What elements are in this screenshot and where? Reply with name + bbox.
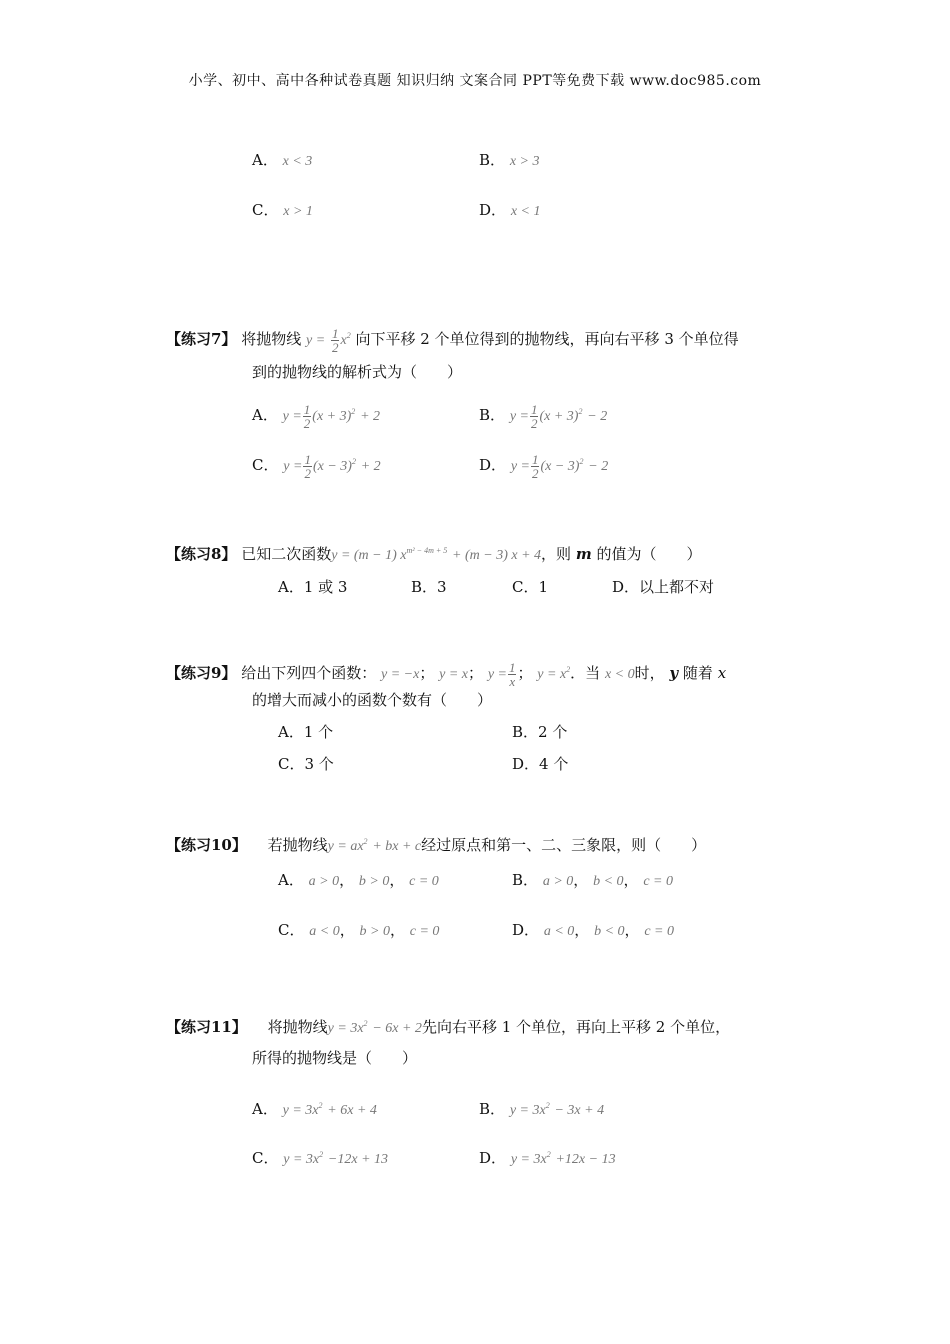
separator: ； — [517, 664, 533, 682]
option-label: D． — [479, 201, 507, 219]
math-text: + 2 — [360, 409, 381, 424]
q9-stem-line2: 的增大而减小的函数个数有（ ） — [252, 691, 493, 709]
stem-text: 将抛物线 — [241, 330, 302, 348]
option-label: C． — [252, 201, 279, 219]
question-tag: 【练习8】 — [166, 545, 237, 563]
stem-text: 给出下列四个函数： — [241, 664, 377, 682]
math-text: y = — [510, 459, 530, 474]
math-text: (x − 3) — [312, 459, 352, 474]
math-text: (x + 3) — [312, 409, 352, 424]
q11-option-c[interactable] — [252, 1145, 388, 1170]
q11-option-d[interactable] — [479, 1145, 616, 1170]
question-tag: 【练习11】 — [166, 1018, 247, 1036]
option-math: x < 3 — [282, 154, 313, 169]
option-label: B． — [479, 151, 506, 169]
math-text: y = — [509, 409, 529, 424]
exponent: 2 — [546, 1150, 551, 1159]
option-math: y = 3x — [509, 1103, 546, 1118]
function-3: y = — [487, 667, 507, 682]
option-label: B． — [512, 871, 539, 889]
q6-option-b[interactable] — [479, 150, 539, 172]
separator: ， — [389, 871, 405, 889]
question-tag: 【练习10】 — [166, 836, 247, 854]
option-label: A． — [252, 1100, 278, 1118]
variable-y: y — [669, 664, 679, 682]
option-label: B． — [479, 1100, 506, 1118]
option-math: b > 0 — [358, 874, 390, 889]
option-label: C． — [278, 921, 305, 939]
math-text: − 6x + 2 — [372, 1021, 422, 1036]
option-label: A． — [278, 871, 304, 889]
math-text: y = 3x — [327, 1021, 364, 1036]
option-math: + 6x + 4 — [327, 1103, 377, 1118]
exponent: 2 — [363, 1019, 368, 1028]
option-math: c = 0 — [409, 874, 439, 889]
option-math: y = 3x — [510, 1152, 547, 1167]
option-math: c = 0 — [643, 874, 673, 889]
q10-option-b[interactable] — [512, 870, 673, 892]
q7-option-c[interactable] — [252, 452, 381, 480]
option-math: a > 0 — [308, 874, 340, 889]
variable-m: m — [575, 545, 592, 563]
option-math: c = 0 — [409, 924, 440, 939]
exponent: 2 — [319, 1150, 324, 1159]
q9-option-d[interactable]: D．4 个 — [512, 755, 569, 773]
fraction: $\frac{1}{2}$ — [331, 325, 339, 355]
option-label: C． — [252, 456, 279, 474]
math-text: + (m − 3) x + 4 — [452, 548, 542, 563]
q9-stem — [166, 660, 726, 688]
option-math: a < 0 — [543, 924, 575, 939]
option-math: c = 0 — [644, 924, 674, 939]
separator: ， — [573, 871, 589, 889]
math-text: (x − 3) — [540, 459, 580, 474]
fraction: $\frac{1}{2}$ — [530, 401, 538, 431]
exponent: 2 — [545, 1101, 550, 1110]
stem-text: 将抛物线 — [267, 1018, 328, 1036]
stem-text: ．当 — [570, 664, 601, 682]
option-label: A． — [252, 151, 278, 169]
q7-option-d[interactable] — [479, 452, 608, 480]
stem-text: 的值为（ ） — [596, 545, 702, 563]
q8-option-b[interactable]: B．3 — [411, 578, 447, 596]
stem-text: 时， — [634, 664, 665, 682]
stem-text: 随着 — [682, 664, 713, 682]
q7-option-b[interactable] — [479, 402, 607, 430]
separator: ， — [624, 921, 640, 939]
option-math: a > 0 — [542, 874, 574, 889]
function-1: y = −x — [381, 667, 420, 682]
q6-option-c[interactable] — [252, 200, 313, 222]
q6-option-a[interactable] — [252, 150, 312, 172]
separator: ， — [574, 921, 590, 939]
option-math: b < 0 — [594, 924, 625, 939]
stem-text: 若抛物线 — [267, 836, 328, 854]
exponent: m² − 4m + 5 — [406, 546, 448, 555]
option-label: D． — [479, 1149, 507, 1167]
q10-stem — [166, 832, 706, 857]
option-label: C． — [252, 1149, 279, 1167]
q10-option-a[interactable] — [278, 870, 439, 892]
option-math: a < 0 — [309, 924, 340, 939]
fraction: $\frac{1}{x}$ — [508, 659, 516, 689]
math-text: − 2 — [587, 409, 608, 424]
exponent: 2 — [346, 331, 351, 340]
q7-stem-line2: 到的抛物线的解析式为（ ） — [252, 363, 463, 381]
q10-option-c[interactable] — [278, 920, 439, 942]
option-math: y = 3x — [283, 1152, 320, 1167]
fraction: $\frac{1}{2}$ — [531, 451, 539, 481]
q11-option-a[interactable] — [252, 1096, 377, 1121]
stem-text: 先向右平移 1 个单位，再向上平移 2 个单位， — [421, 1018, 731, 1036]
option-label: D． — [479, 456, 507, 474]
q8-option-a[interactable]: A．1 或 3 — [278, 578, 348, 596]
q11-option-b[interactable] — [479, 1096, 604, 1121]
exponent: 2 — [578, 407, 583, 416]
q6-option-d[interactable] — [479, 200, 540, 222]
q7-option-a[interactable] — [252, 402, 380, 430]
exponent: 2 — [566, 665, 571, 674]
math-text: + bx + c — [372, 839, 422, 854]
separator: ， — [339, 921, 355, 939]
separator: ； — [419, 664, 435, 682]
math-text: y = — [283, 459, 303, 474]
math-text: + 2 — [360, 459, 381, 474]
option-label: B． — [479, 406, 506, 424]
stem-text: 向下平移 2 个单位得到的抛物线，再向右平移 3 个单位得 — [355, 330, 739, 348]
function-2: y = x — [439, 667, 469, 682]
option-math: x > 1 — [283, 204, 313, 219]
exponent: 2 — [579, 457, 584, 466]
q11-stem-line2: 所得的抛物线是（ ） — [252, 1049, 418, 1067]
exponent: 2 — [351, 407, 356, 416]
option-label: A． — [252, 406, 278, 424]
exponent: 2 — [363, 837, 368, 846]
fraction: $\frac{1}{2}$ — [304, 451, 311, 481]
math-text: y = ax — [327, 839, 364, 854]
separator: ， — [389, 921, 405, 939]
stem-text: 已知二次函数 — [241, 545, 332, 563]
q8-option-c[interactable]: C．1 — [512, 578, 549, 596]
option-math: +12x − 13 — [555, 1152, 616, 1167]
option-label: D． — [512, 921, 540, 939]
stem-text: 经过原点和第一、二、三象限，则（ ） — [421, 836, 707, 854]
separator: ， — [623, 871, 639, 889]
option-math: b < 0 — [593, 874, 624, 889]
math-text: − 2 — [588, 459, 609, 474]
option-math: −12x + 13 — [327, 1152, 389, 1167]
q8-stem — [166, 541, 702, 566]
separator: ； — [468, 664, 484, 682]
option-math: b > 0 — [359, 924, 390, 939]
math-text: y = (m − 1) x — [331, 548, 407, 563]
option-math: x > 3 — [509, 154, 540, 169]
math-text: y = — [282, 409, 302, 424]
question-tag: 【练习9】 — [166, 664, 237, 682]
condition: x < 0 — [604, 667, 635, 682]
exponent: 2 — [318, 1101, 323, 1110]
q11-stem — [166, 1014, 730, 1039]
q9-option-a[interactable]: A．1 个 — [278, 723, 334, 741]
option-math: − 3x + 4 — [554, 1103, 605, 1118]
q7-stem — [166, 326, 739, 354]
option-math: y = 3x — [282, 1103, 319, 1118]
option-math: x < 1 — [510, 204, 541, 219]
question-tag: 【练习7】 — [166, 330, 237, 348]
function-4: y = x — [537, 667, 567, 682]
q10-option-d[interactable] — [512, 920, 674, 942]
page-header: 小学、初中、高中各种试卷真题 知识归纳 文案合同 PPT等免费下载 www.doc985.com — [188, 73, 762, 89]
q9-option-b[interactable]: B．2 个 — [512, 723, 568, 741]
q9-option-c[interactable]: C．3 个 — [278, 755, 334, 773]
stem-text: ，则 — [541, 545, 572, 563]
math-text: y = — [306, 333, 326, 348]
math-text: x — [340, 333, 347, 348]
separator: ， — [339, 871, 355, 889]
math-text: (x + 3) — [539, 409, 579, 424]
exponent: 2 — [351, 457, 356, 466]
variable-x: x — [717, 664, 727, 682]
q8-option-d[interactable]: D．以上都不对 — [612, 578, 715, 596]
fraction: $\frac{1}{2}$ — [303, 401, 311, 431]
